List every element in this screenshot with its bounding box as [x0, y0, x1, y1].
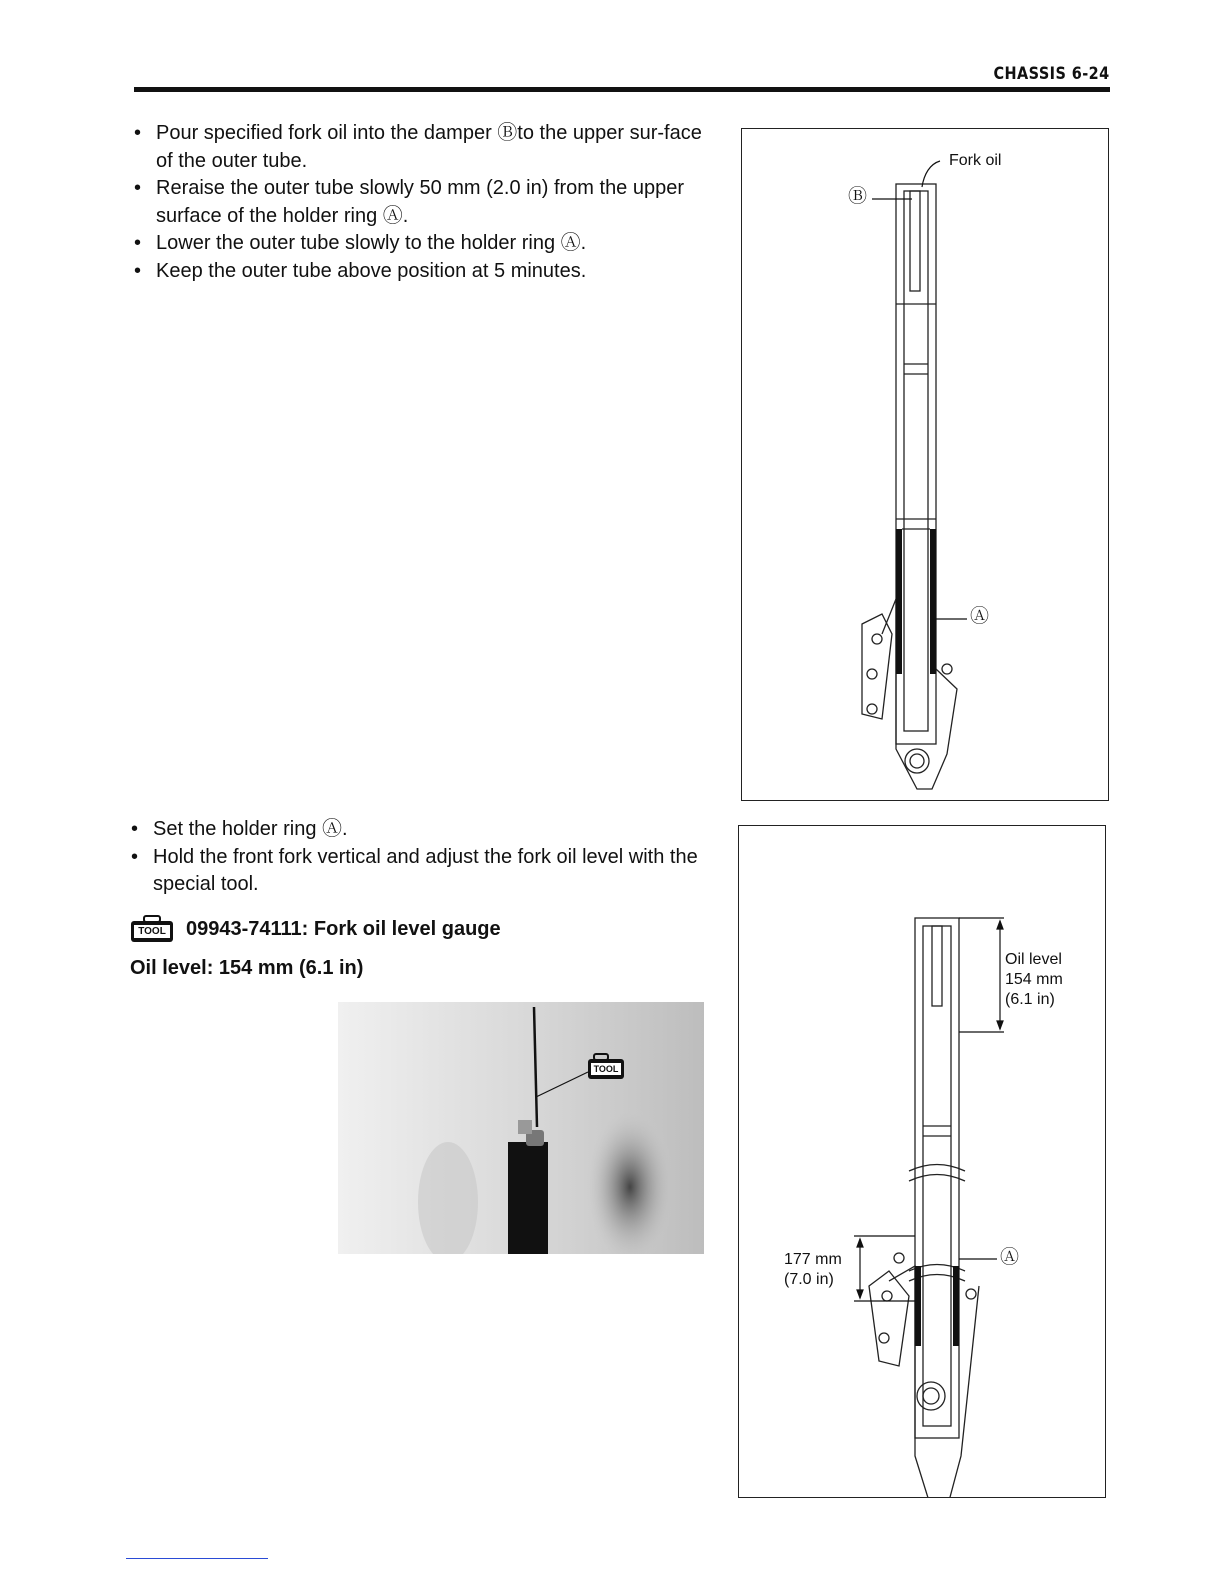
instruction-list-2 — [131, 816, 711, 899]
footnote-rule — [126, 1558, 268, 1559]
holder-ring-a-label: Ⓐ — [970, 606, 990, 627]
instruction-step: • Lower the outer tube slowly to the holder ring Ⓐ. — [134, 230, 714, 258]
fork-oil-label: Fork oil — [949, 152, 1002, 169]
header-rule — [134, 87, 1110, 92]
page-header-title: CHASSIS 6-24 — [993, 64, 1110, 84]
instruction-step: • Keep the outer tube above position at 5 minutes. — [134, 258, 714, 286]
oil-level-spec: Oil level: 154 mm (6.1 in) — [130, 957, 364, 979]
instruction-list-1 — [134, 120, 714, 285]
tool-spec-text: 09943-74111: Fork oil level gauge — [186, 917, 501, 940]
dimension-label-line: 177 mm — [784, 1251, 842, 1268]
photo-tool-badge-text: TOOL — [593, 1064, 619, 1074]
oil-level-label — [1005, 950, 1063, 1010]
gauge-photo-drawing — [338, 1002, 704, 1254]
instruction-step: • Pour specified fork oil into the damper Ⓑto the upper sur-face of the outer tube. — [134, 120, 714, 175]
special-tool-spec — [130, 915, 501, 943]
oil-level-label-line: 154 mm — [1005, 971, 1063, 988]
oil-level-drawing — [739, 826, 1105, 1497]
oil-level-diagram — [738, 825, 1106, 1498]
dimension-label — [784, 1250, 842, 1290]
tool-icon — [130, 915, 174, 943]
oil-level-gauge-photo — [338, 1002, 704, 1254]
tool-badge-text: TOOL — [138, 926, 166, 937]
holder-ring-a-label: Ⓐ — [1000, 1247, 1020, 1268]
fork-cutaway-drawing — [742, 129, 1108, 800]
fork-oil-diagram — [741, 128, 1109, 801]
instruction-step: • Set the holder ring Ⓐ. — [131, 816, 711, 844]
instruction-step: • Hold the front fork vertical and adjust the fork oil level with the special tool. — [131, 844, 711, 899]
oil-level-label-line: (6.1 in) — [1005, 991, 1055, 1008]
damper-b-label: Ⓑ — [848, 186, 868, 207]
dimension-label-line: (7.0 in) — [784, 1271, 834, 1288]
oil-level-label-line: Oil level — [1005, 951, 1062, 968]
instruction-step: • Reraise the outer tube slowly 50 mm (2.0 in) from the upper surface of the holder ring Ⓐ. — [134, 175, 714, 230]
